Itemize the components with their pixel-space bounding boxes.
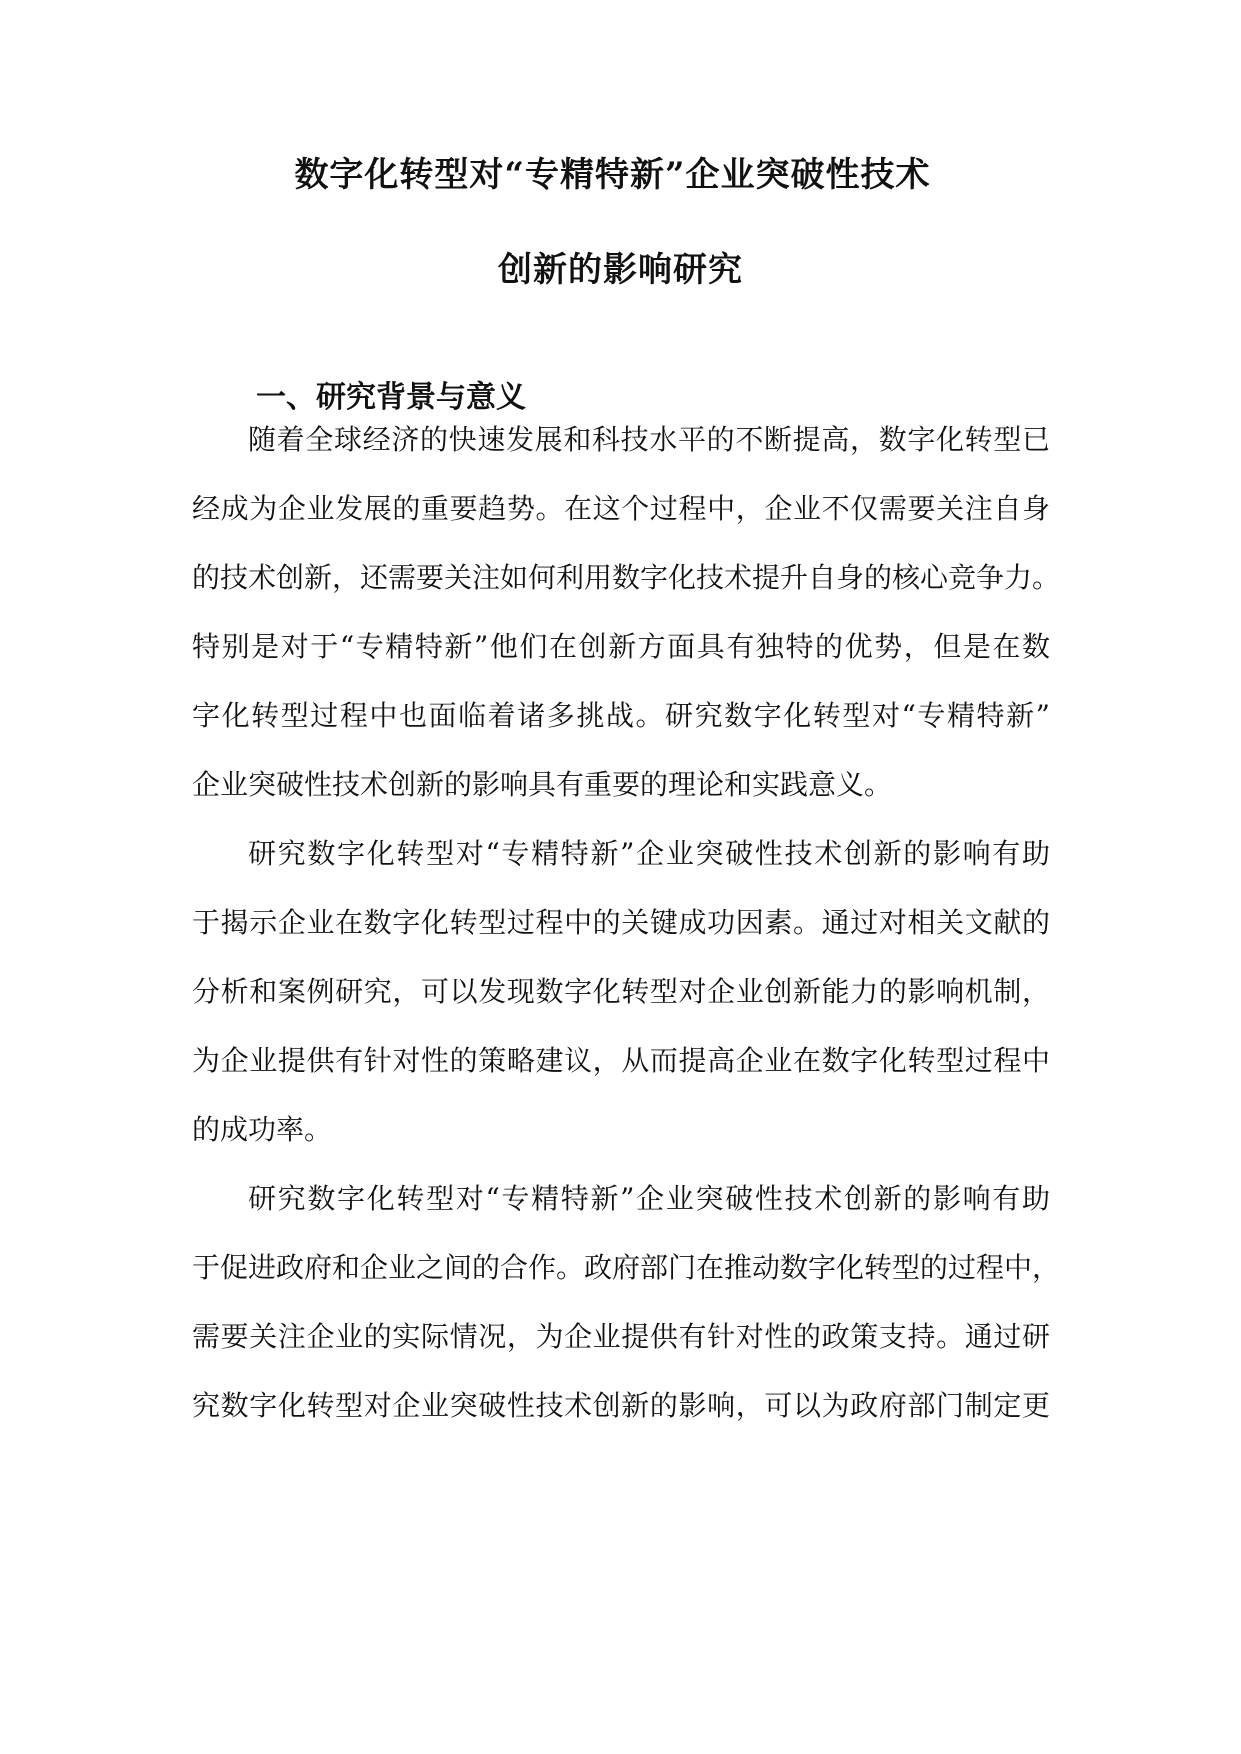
paragraph-2-line-2: 于揭示企业在数字化转型过程中的关键成功因素。通过对相关文献的 — [192, 906, 1050, 939]
paragraph-3-line-1: 研究数字化转型对“专精特新”企业突破性技术创新的影响有助 — [248, 1182, 1050, 1215]
paragraph-2-line-1: 研究数字化转型对“专精特新”企业突破性技术创新的影响有助 — [248, 837, 1050, 870]
paragraph-3-line-4: 究数字化转型对企业突破性技术创新的影响，可以为政府部门制定更 — [192, 1389, 1050, 1422]
paragraph-3-line-3: 需要关注企业的实际情况，为企业提供有针对性的政策支持。通过研 — [192, 1320, 1050, 1353]
paragraph-3-line-2: 于促进政府和企业之间的合作。政府部门在推动数字化转型的过程中， — [192, 1251, 1061, 1284]
paragraph-1-line-2: 经成为企业发展的重要趋势。在这个过程中，企业不仅需要关注自身 — [192, 492, 1050, 525]
paragraph-1-line-5: 字化转型过程中也面临着诸多挑战。研究数字化转型对“专精特新” — [192, 699, 1050, 732]
document-title-line-2: 创新的影响研究 — [498, 250, 743, 290]
paragraph-1-line-4: 特别是对于“专精特新”他们在创新方面具有独特的优势，但是在数 — [192, 630, 1050, 663]
paragraph-2-line-3: 分析和案例研究，可以发现数字化转型对企业创新能力的影响机制， — [192, 975, 1050, 1008]
section-heading: 一、研究背景与意义 — [256, 380, 526, 415]
paragraph-1-line-3: 的技术创新，还需要关注如何利用数字化技术提升自身的核心竞争力。 — [192, 561, 1061, 594]
paragraph-1-line-1: 随着全球经济的快速发展和科技水平的不断提高，数字化转型已 — [248, 423, 1050, 456]
paragraph-2-line-4: 为企业提供有针对性的策略建议，从而提高企业在数字化转型过程中 — [192, 1044, 1050, 1077]
paragraph-2-line-5: 的成功率。 — [192, 1113, 333, 1146]
document-title-line-1: 数字化转型对“专精特新”企业突破性技术 — [294, 155, 931, 195]
paragraph-1-line-6: 企业突破性技术创新的影响具有重要的理论和实践意义。 — [192, 768, 893, 801]
